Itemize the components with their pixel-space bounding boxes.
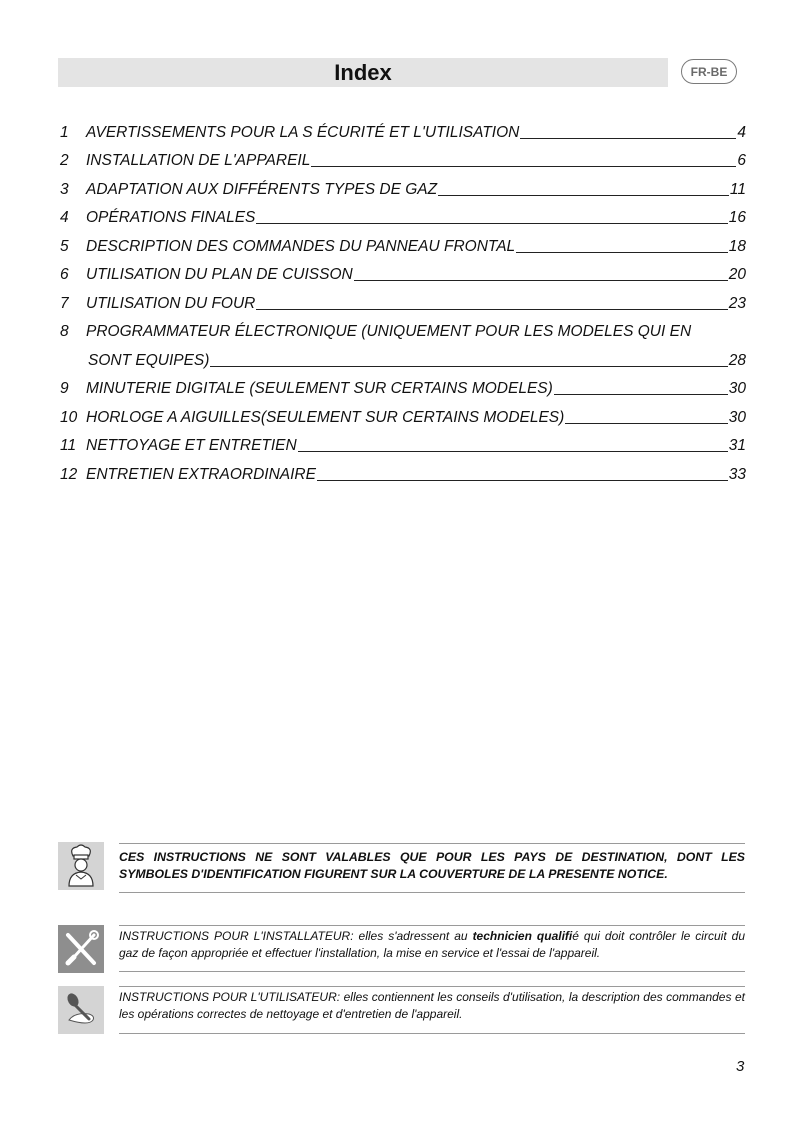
- toc-page: 18: [728, 237, 746, 255]
- toc-number: 8: [60, 323, 69, 340]
- toc-page: 20: [728, 266, 746, 283]
- toc-entry-line: [60, 313, 746, 342]
- toc-number: 10: [60, 408, 78, 426]
- toc-entry-6[interactable]: [60, 256, 746, 285]
- tools-icon: [58, 925, 104, 973]
- toc-label: PROGRAMMATEUR ÉLECTRONIQUE (UNIQUEMENT POUR LES MODELES QUI EN: [86, 323, 692, 340]
- table-of-contents: [60, 113, 746, 484]
- toc-entry-line: [60, 341, 746, 370]
- toc-label: NETTOYAGE ET ENTRETIEN: [86, 437, 297, 454]
- toc-entry-7[interactable]: [60, 284, 746, 313]
- toc-leader: [554, 394, 728, 395]
- toc-entry-12[interactable]: [60, 455, 746, 484]
- language-badge: FR-BE: [681, 59, 737, 84]
- toc-entry-10[interactable]: [60, 398, 746, 427]
- notice-installer-text-end: é qui doit contrôler le circuit du gaz de façon appropriée et effectuer l'installation, la mise en service et l'essai de l'appareil.: [119, 929, 745, 960]
- toc-entry-11[interactable]: [60, 427, 746, 456]
- notice-installer-text: [119, 925, 745, 972]
- toc-number: 12: [60, 465, 78, 483]
- toc-leader: [438, 195, 729, 196]
- toc-page: 11: [729, 180, 746, 198]
- toc-leader: [520, 138, 736, 139]
- toc-label: OPÉRATIONS FINALES: [86, 209, 256, 226]
- page-title: Index: [334, 59, 392, 85]
- notice-destination-text: CES INSTRUCTIONS NE SONT VALABLES QUE POUR LES PAYS DE DESTINATION, DONT LES SYMBOLES D'IDENTIFICATION FIGURENT SUR LA COUVERTURE DE LA PRESENTE NOTICE.: [119, 843, 745, 893]
- toc-number: 4: [60, 209, 69, 226]
- toc-leader: [210, 366, 727, 367]
- toc-page: 28: [728, 351, 746, 369]
- toc-number: 1: [60, 123, 69, 141]
- toc-label: MINUTERIE DIGITALE (SEULEMENT SUR CERTAINS MODELES): [86, 380, 553, 397]
- qualified-technician-emphasis: technicien qualifi: [472, 929, 573, 943]
- toc-entry-5[interactable]: [60, 227, 746, 256]
- toc-number: 6: [60, 266, 69, 283]
- toc-leader: [565, 423, 727, 424]
- toc-page: 6: [737, 152, 746, 169]
- index-title-bar: [58, 58, 668, 87]
- toc-page: 33: [728, 465, 746, 483]
- spoon-icon: [58, 986, 104, 1034]
- toc-entry-2[interactable]: [60, 142, 746, 171]
- toc-page: 30: [728, 408, 746, 426]
- toc-label: UTILISATION DU PLAN DE CUISSON: [86, 266, 353, 283]
- toc-page: 30: [728, 380, 746, 397]
- toc-label-continued: SONT EQUIPES): [88, 351, 210, 369]
- toc-label: ENTRETIEN EXTRAORDINAIRE: [86, 465, 316, 483]
- toc-page: 16: [728, 209, 746, 226]
- toc-page: 23: [728, 294, 746, 312]
- toc-entry-1[interactable]: [60, 113, 746, 142]
- notice-user-text: INSTRUCTIONS POUR L'UTILISATEUR: elles contiennent les conseils d'utilisation, la description des commandes et les opérations correctes de nettoyage et d'entretien de l'appareil.: [119, 986, 745, 1034]
- toc-label: ADAPTATION AUX DIFFÉRENTS TYPES DE GAZ: [86, 180, 438, 198]
- toc-leader: [298, 451, 728, 452]
- toc-label: INSTALLATION DE L'APPAREIL: [86, 152, 311, 169]
- toc-entry-9[interactable]: [60, 370, 746, 399]
- toc-entry-4[interactable]: [60, 199, 746, 228]
- toc-number: 7: [60, 294, 69, 312]
- toc-label: AVERTISSEMENTS POUR LA S ÉCURITÉ ET L'UTILISATION: [86, 123, 520, 141]
- toc-label: UTILISATION DU FOUR: [86, 294, 256, 312]
- toc-page: 31: [728, 437, 746, 454]
- toc-entry-8[interactable]: [60, 313, 746, 370]
- toc-leader: [256, 309, 727, 310]
- toc-leader: [256, 223, 727, 224]
- toc-leader: [354, 280, 728, 281]
- toc-leader: [317, 480, 728, 481]
- toc-number: 2: [60, 152, 69, 169]
- chef-icon: [58, 842, 104, 890]
- toc-leader: [311, 166, 736, 167]
- toc-page: 4: [737, 123, 746, 141]
- toc-label: DESCRIPTION DES COMMANDES DU PANNEAU FRONTAL: [86, 237, 516, 255]
- notice-installer-text-start: INSTRUCTIONS POUR L'INSTALLATEUR: elles s'adressent au: [119, 929, 473, 943]
- toc-leader: [516, 252, 728, 253]
- toc-number: 5: [60, 237, 69, 255]
- toc-number: 11: [60, 437, 77, 454]
- page-number: 3: [736, 1058, 745, 1075]
- toc-entry-3[interactable]: [60, 170, 746, 199]
- toc-label: HORLOGE A AIGUILLES(SEULEMENT SUR CERTAINS MODELES): [86, 408, 565, 426]
- toc-number: 3: [60, 180, 69, 198]
- toc-number: 9: [60, 380, 69, 397]
